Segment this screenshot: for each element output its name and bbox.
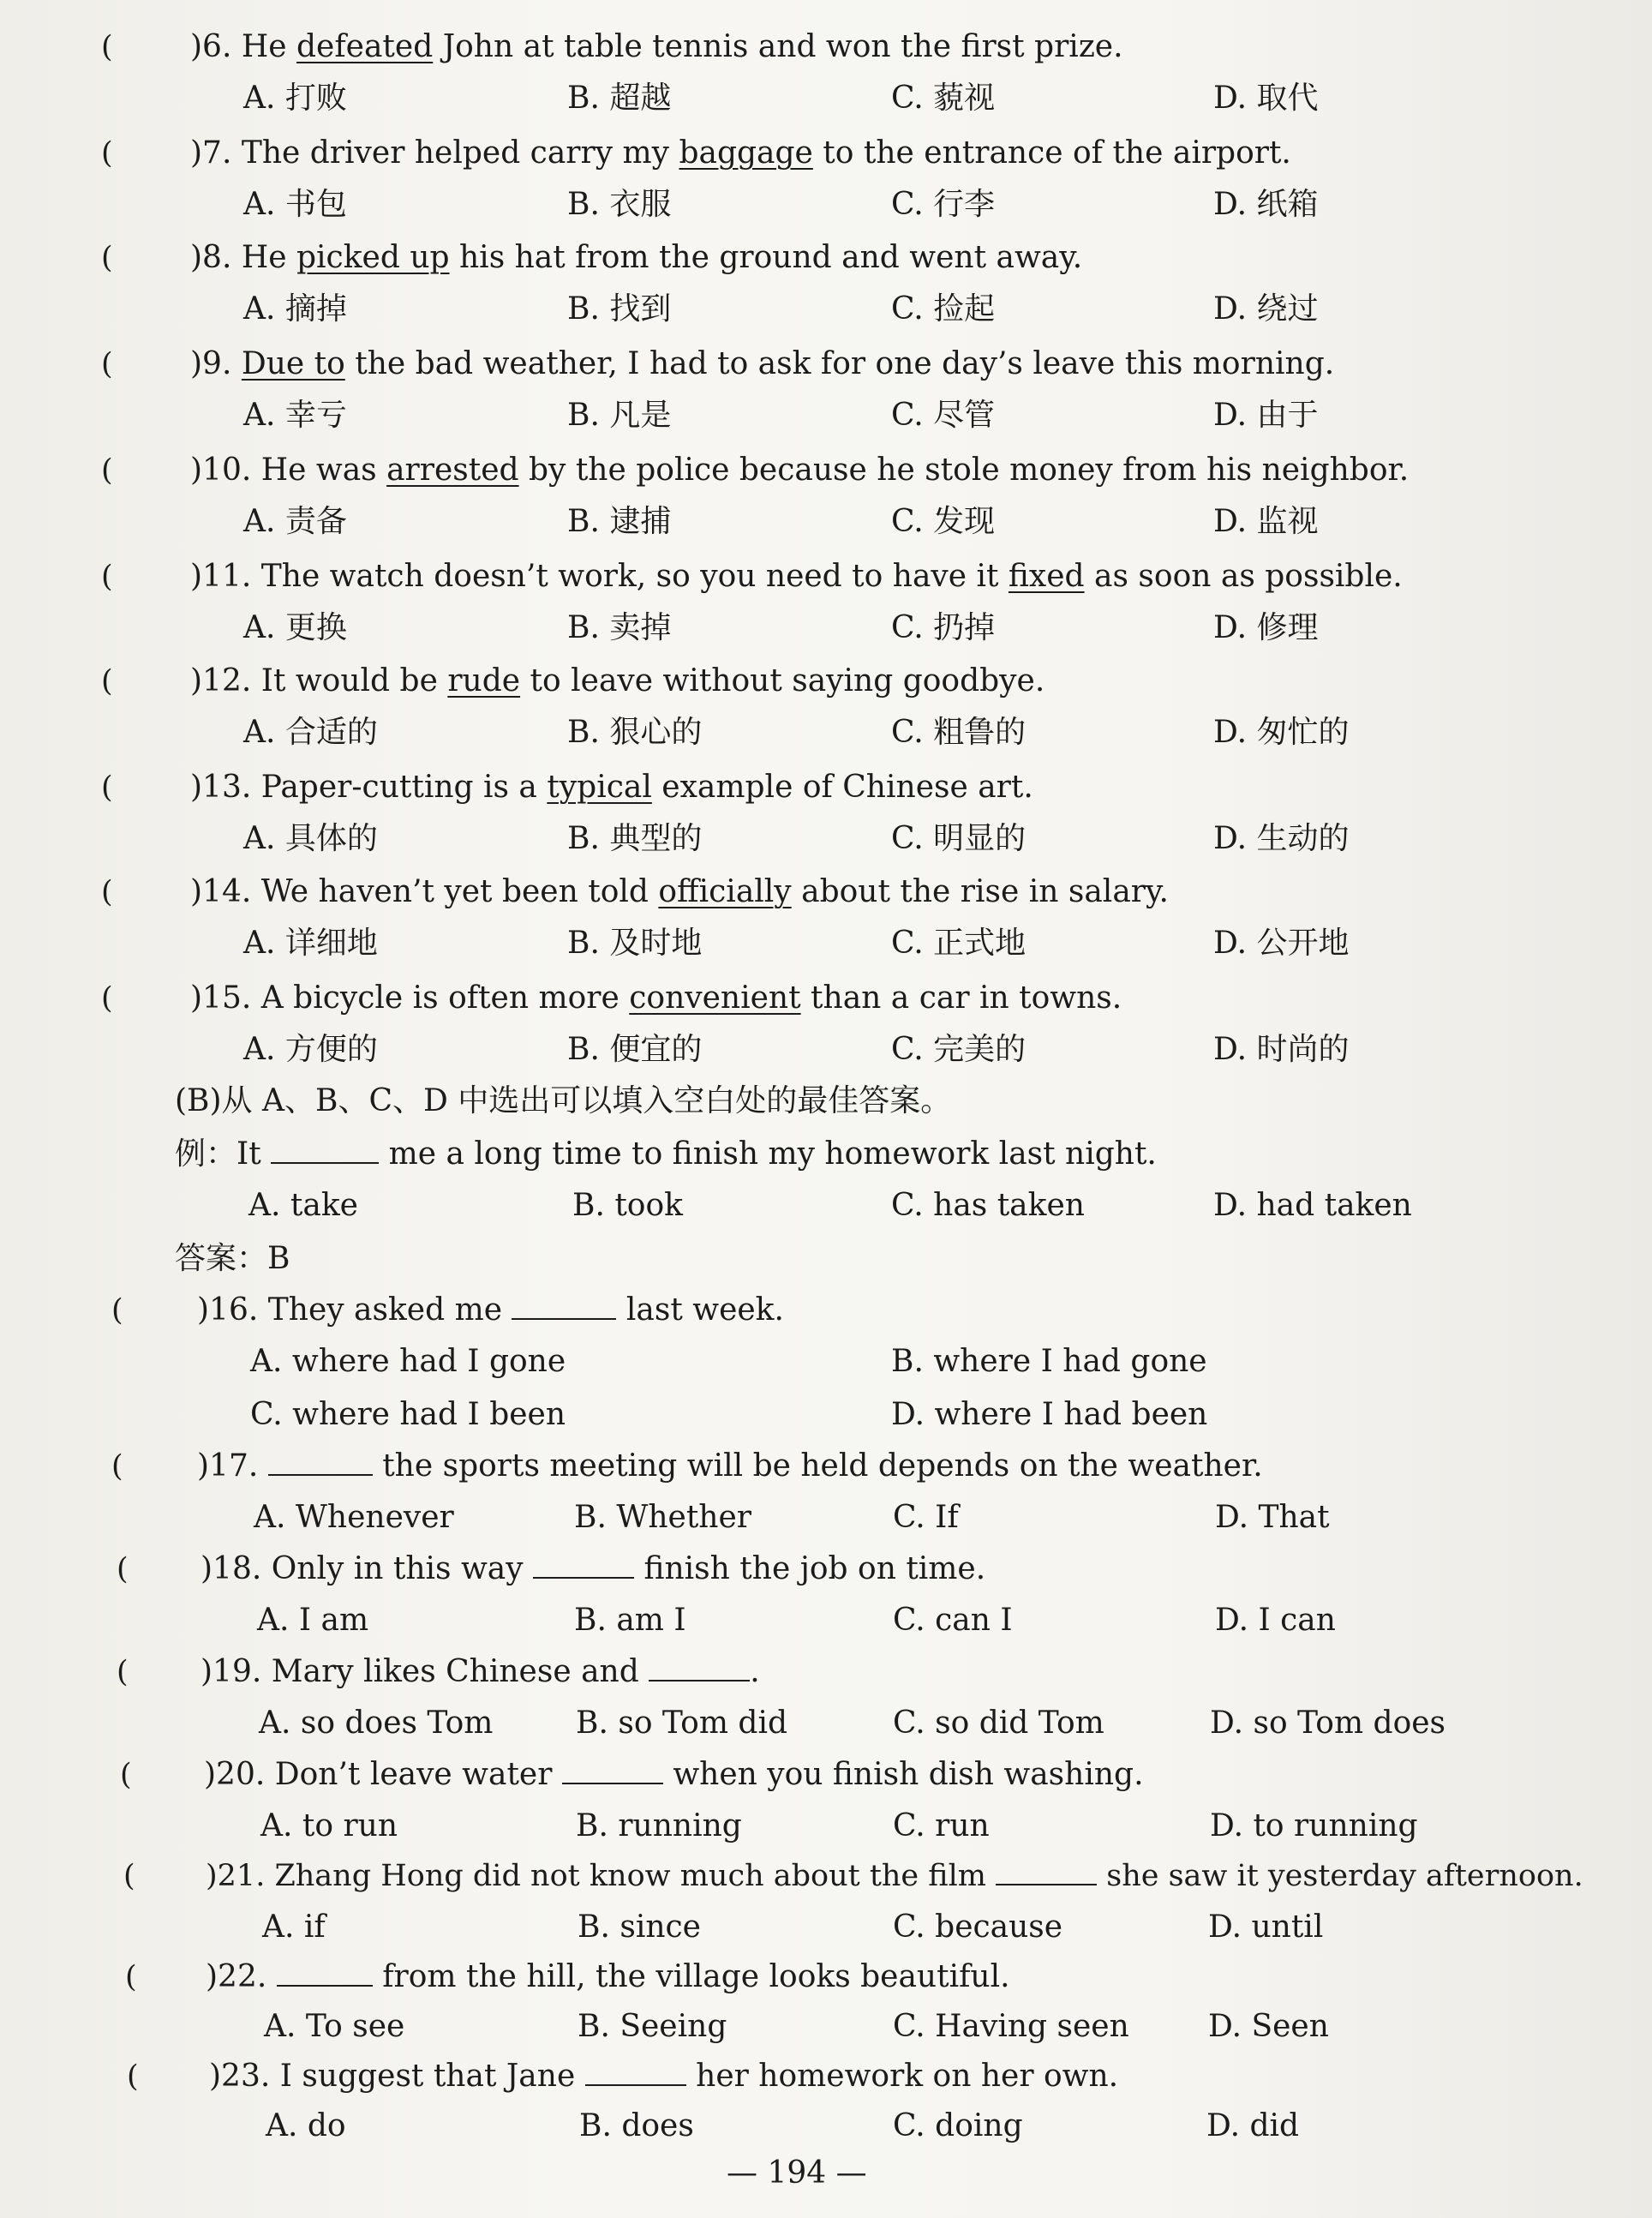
question-22: )22. from the hill, the village looks beautiful. <box>206 1959 1010 1994</box>
option-d: D. That <box>1215 1500 1330 1535</box>
answer-paren: ( <box>101 30 113 64</box>
option-b: B. 及时地 <box>567 926 703 961</box>
option-d: D. to running <box>1210 1808 1418 1843</box>
option-d: D. I can <box>1215 1603 1336 1638</box>
option-c: C. can I <box>893 1603 1013 1638</box>
option-a: A. 幸亏 <box>243 398 347 433</box>
option-a: A. do <box>266 2108 346 2143</box>
answer-paren: ( <box>101 664 113 698</box>
answer-paren: ( <box>101 981 113 1016</box>
option-b: B. 便宜的 <box>567 1032 703 1067</box>
option-c: C. 正式地 <box>891 926 1027 961</box>
option-d: D. 生动的 <box>1213 821 1350 856</box>
answer-paren: ( <box>125 1960 137 1994</box>
option-a: A. Whenever <box>254 1500 454 1535</box>
option-a: A. 打败 <box>243 81 347 116</box>
question-20: )20. Don’t leave water when you finish dish washing. <box>204 1757 1144 1792</box>
option-a: A. 方便的 <box>243 1032 378 1067</box>
answer-paren: ( <box>117 1552 129 1586</box>
option-c: C. 明显的 <box>891 821 1027 856</box>
option-b: B. since <box>578 1909 701 1945</box>
option-c: C. 捡起 <box>891 291 996 327</box>
option-a: A. To see <box>264 2009 405 2044</box>
option-d: D. 修理 <box>1213 610 1319 645</box>
question-13: )13. Paper-cutting is a typical example of Chinese art. <box>190 770 1033 805</box>
option-b: B. 衣服 <box>567 187 672 222</box>
option-c: C. 扔掉 <box>891 610 996 645</box>
answer-paren: ( <box>101 875 113 909</box>
question-12: )12. It would be rude to leave without saying goodbye. <box>190 663 1045 698</box>
option-a: A. if <box>262 1909 326 1945</box>
option-c: C. run <box>893 1808 990 1843</box>
option-d: D. 公开地 <box>1213 926 1350 961</box>
option-d: D. where I had been <box>891 1397 1208 1432</box>
answer-paren: ( <box>123 1859 135 1893</box>
option-d: D. so Tom does <box>1210 1705 1446 1741</box>
option-c: C. 尽管 <box>891 398 996 433</box>
question-8: )8. He picked up his hat from the ground and went away. <box>190 240 1083 275</box>
option-a: A. take <box>248 1188 358 1223</box>
option-b: B. Seeing <box>578 2009 727 2044</box>
question-6: )6. He defeated John at table tennis and won the first prize. <box>190 29 1123 64</box>
option-c: C. because <box>893 1909 1063 1945</box>
option-b: B. 典型的 <box>567 821 703 856</box>
option-d: D. 由于 <box>1213 398 1319 433</box>
answer-paren: ( <box>101 770 113 805</box>
option-b: B. where I had gone <box>891 1344 1207 1379</box>
option-d: D. did <box>1206 2108 1300 2143</box>
answer-paren: ( <box>111 1293 123 1328</box>
question-18: )18. Only in this way finish the job on time. <box>201 1551 986 1586</box>
option-b: B. 狠心的 <box>567 715 703 750</box>
answer-paren: ( <box>101 560 113 594</box>
option-b: B. so Tom did <box>576 1705 788 1741</box>
example-answer: 答案：B <box>175 1241 290 1276</box>
question-14: )14. We haven’t yet been told officially about the rise in salary. <box>190 874 1169 909</box>
option-d: D. 取代 <box>1213 81 1319 116</box>
answer-paren: ( <box>117 1655 129 1689</box>
question-7: )7. The driver helped carry my baggage to the entrance of the airport. <box>190 135 1291 171</box>
option-d: D. 纸箱 <box>1213 187 1319 222</box>
option-b: B. 凡是 <box>567 398 672 433</box>
option-a: A. 书包 <box>243 187 347 222</box>
option-d: D. had taken <box>1213 1188 1412 1223</box>
option-a: A. to run <box>260 1808 398 1843</box>
option-a: A. I am <box>257 1603 369 1638</box>
option-c: C. Having seen <box>893 2009 1129 2044</box>
option-b: B. took <box>572 1188 683 1223</box>
answer-paren: ( <box>101 347 113 381</box>
answer-paren: ( <box>101 241 113 275</box>
answer-paren: ( <box>101 136 113 171</box>
question-11: )11. The watch doesn’t work, so you need to have it fixed as soon as possible. <box>190 559 1403 594</box>
option-c: C. so did Tom <box>893 1705 1104 1741</box>
answer-paren: ( <box>111 1449 123 1484</box>
option-b: B. Whether <box>574 1500 751 1535</box>
option-a: A. 具体的 <box>243 821 378 856</box>
option-c: C. 粗鲁的 <box>891 715 1027 750</box>
option-a: A. 摘掉 <box>243 291 347 327</box>
section-b-instructions: (B)从 A、B、C、D 中选出可以填入空白处的最佳答案。 <box>175 1083 952 1118</box>
option-a: A. where had I gone <box>250 1344 566 1379</box>
option-b: B. 超越 <box>567 81 672 116</box>
option-c: C. 藐视 <box>891 81 996 116</box>
page-number: — 194 — <box>727 2155 867 2191</box>
option-d: D. 时尚的 <box>1213 1032 1350 1067</box>
option-c: C. 完美的 <box>891 1032 1027 1067</box>
option-a: A. 更换 <box>243 610 347 645</box>
option-d: D. Seen <box>1208 2009 1329 2044</box>
answer-paren: ( <box>120 1758 132 1792</box>
question-16: )16. They asked me last week. <box>197 1292 784 1328</box>
question-10: )10. He was arrested by the police because he stole money from his neighbor. <box>190 453 1410 488</box>
question-9: )9. Due to the bad weather, I had to ask for one day’s leave this morning. <box>190 346 1335 381</box>
option-d: D. 匆忙的 <box>1213 715 1350 750</box>
option-c: C. doing <box>893 2108 1023 2143</box>
option-b: B. am I <box>574 1603 686 1638</box>
question-19: )19. Mary likes Chinese and . <box>201 1654 760 1689</box>
question-21: )21. Zhang Hong did not know much about the film she saw it yesterday afternoon. <box>206 1859 1583 1893</box>
option-d: D. until <box>1208 1909 1324 1945</box>
option-b: B. 卖掉 <box>567 610 672 645</box>
answer-paren: ( <box>101 453 113 488</box>
option-b: B. does <box>579 2108 694 2143</box>
option-c: C. where had I been <box>250 1397 566 1432</box>
option-c: C. 行李 <box>891 187 996 222</box>
option-c: C. If <box>893 1500 959 1535</box>
option-b: B. 找到 <box>567 291 672 327</box>
option-b: B. running <box>576 1808 742 1843</box>
option-b: B. 逮捕 <box>567 504 672 539</box>
option-a: A. 合适的 <box>243 715 378 750</box>
question-17: )17. the sports meeting will be held depends on the weather. <box>197 1448 1263 1484</box>
question-15: )15. A bicycle is often more convenient than a car in towns. <box>190 980 1122 1016</box>
option-d: D. 绕过 <box>1213 291 1319 327</box>
option-a: A. so does Tom <box>259 1705 494 1741</box>
option-d: D. 监视 <box>1213 504 1319 539</box>
answer-paren: ( <box>127 2059 139 2094</box>
example-question: 例：It me a long time to finish my homework last night. <box>175 1136 1157 1172</box>
option-c: C. has taken <box>891 1188 1085 1223</box>
question-23: )23. I suggest that Jane her homework on her own. <box>209 2059 1119 2094</box>
option-a: A. 责备 <box>243 504 347 539</box>
option-a: A. 详细地 <box>243 926 378 961</box>
option-c: C. 发现 <box>891 504 996 539</box>
